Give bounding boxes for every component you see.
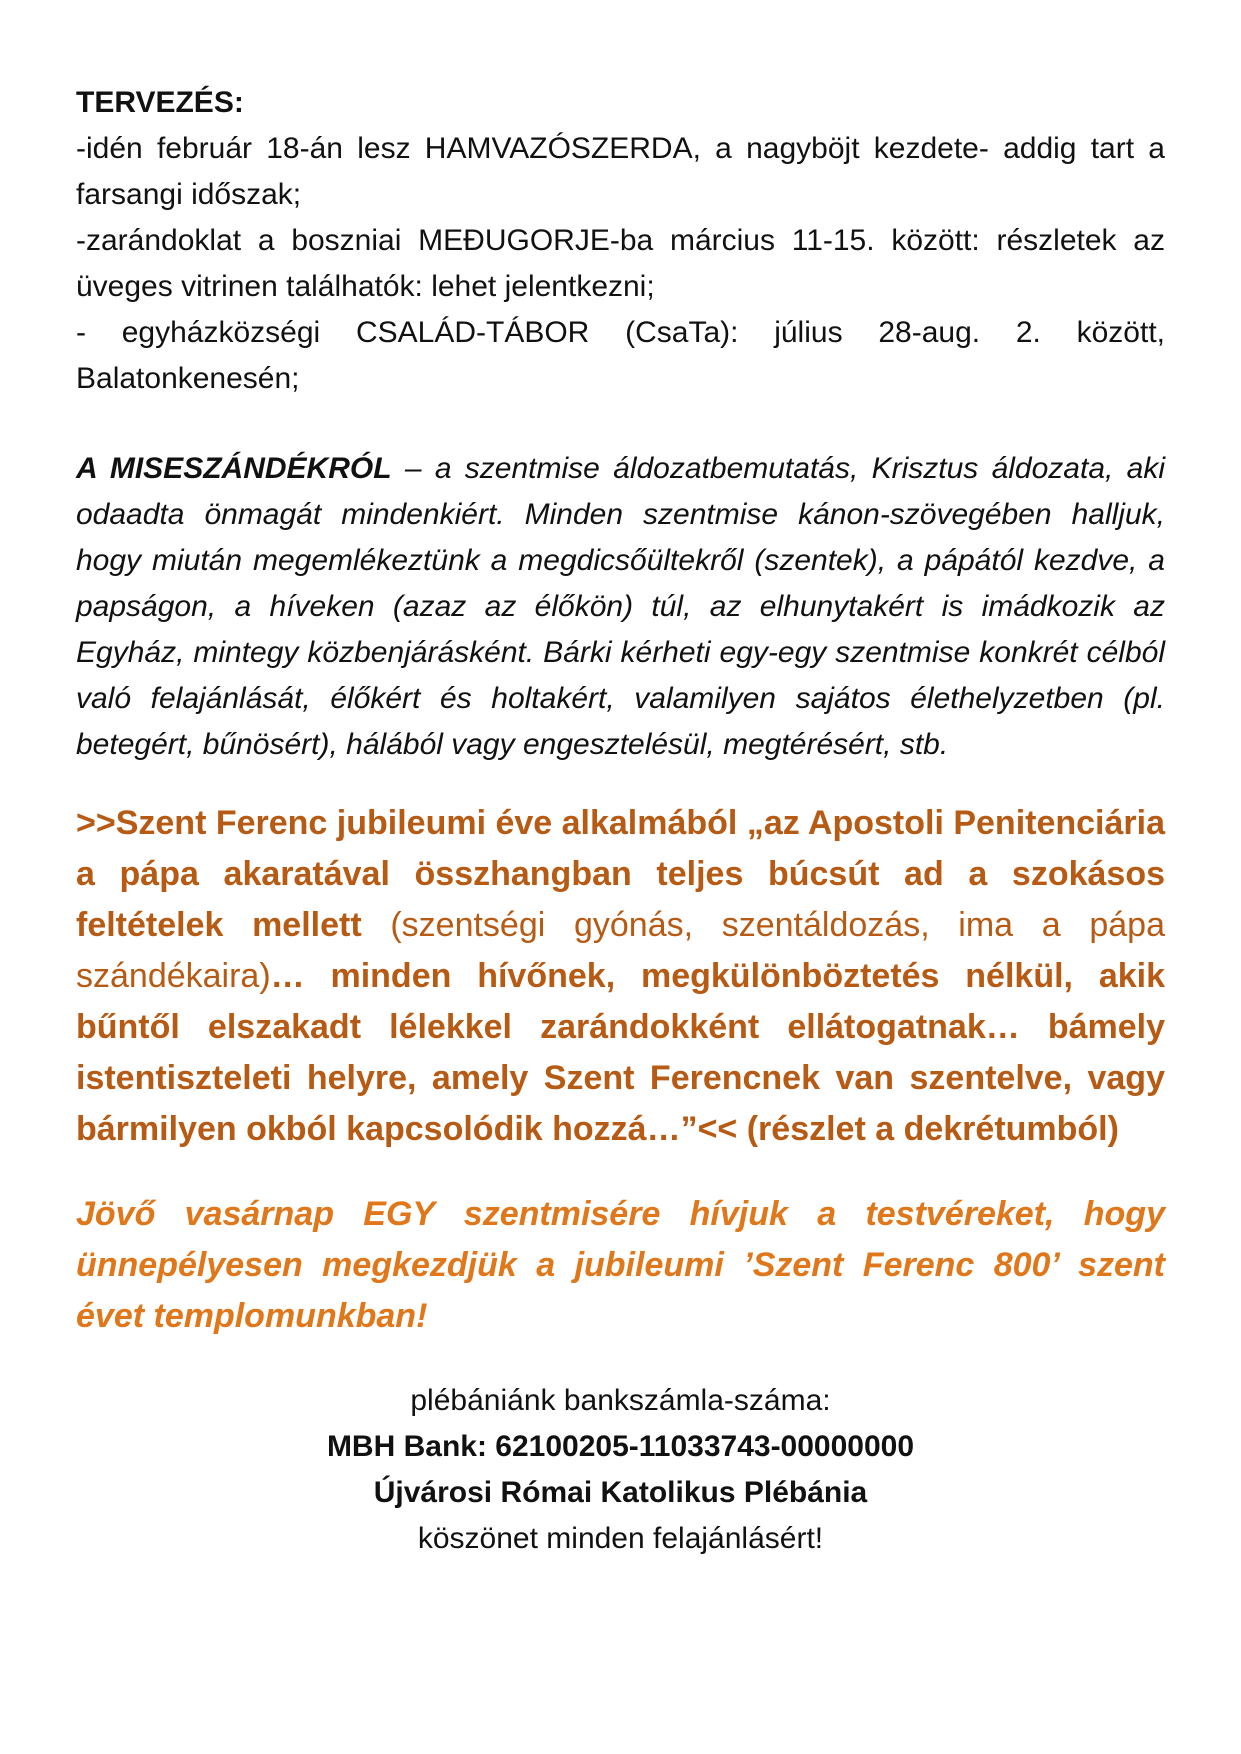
sunday-invitation: Jövő vasárnap EGY szentmisére hívjuk a testvéreket, hogy ünnepélyesen megkezdjük a jubileumi ’Szent Ferenc 800’ szent évet templomunkban! [76, 1195, 1165, 1335]
thanks-line: köszönet minden felajánlásért! [417, 1522, 824, 1555]
jubilee-text-conditions: (szentségi gyónás, szentáldozás, ima a pápa szándékaira) [76, 906, 1165, 995]
planning-item-family-camp: - egyházközségi CSALÁD-TÁBOR (CsaTa): július 28-aug. 2. között, Balatonkenesén; [76, 316, 1165, 395]
bank-details [76, 1378, 1165, 1562]
jubilee-indulgence-paragraph [76, 798, 1165, 1155]
jubilee-text-part3: … minden hívőnek, megkülönböztetés nélkül, akik bűntől elszakadt lélekkel zarándokként ellátogatnak… bámely istentiszteleti helyre, amely Szent Ferencnek van szentelve, vagy bármilyen okból kapcsolódik hozzá…”<< (részlet a dekrétumból) [76, 957, 1165, 1148]
mass-intentions-paragraph [76, 446, 1165, 768]
planning-item-pilgrimage: -zarándoklat a boszniai MEĐUGORJE-ba március 11-15. között: részletek az üveges vitrinen találhatók: lehet jelentkezni; [76, 224, 1165, 303]
bulletin-page [76, 80, 1165, 1562]
jubilee-text-part1: >>Szent Ferenc jubileumi éve alkalmából „az Apostoli Penitenciária a pápa akaratával összhangban teljes búcsút ad a szokásos feltételek mellett [76, 804, 1165, 944]
account-holder: Újvárosi Római Katolikus Plébánia [373, 1476, 868, 1509]
mass-intentions-text: – a szentmise áldozatbemutatás, Krisztus áldozata, aki odaadta önmagát mindenkiért. Minden szentmise kánon-szövegében halljuk, hogy miután megemlékeztünk a megdicsőültekről (szentek), a pápától kezdve, a papságon, a híveken (azaz az élőkön) túl, az elhunytakért is imádkozik az Egyház, mintegy közbenjárásként. Bárki kérheti egy-egy szentmise konkrét célból való felajánlását, élőkért és holtakért, valamilyen sajátos élethelyzetben (pl. betegért, bűnösért), hálából vagy engesztelésül, megtérésért, stb. [76, 452, 1165, 761]
bank-account-number: MBH Bank: 62100205-11033743-00000000 [326, 1430, 915, 1463]
planning-item-ash-wednesday: -idén február 18-án lesz HAMVAZÓSZERDA, a nagyböjt kezdete- addig tart a farsangi időszak; [76, 132, 1165, 211]
mass-intentions-heading: A MISESZÁNDÉKRÓL [76, 452, 392, 485]
planning-section [76, 80, 1165, 402]
bank-label: plébániánk bankszámla-száma: [410, 1384, 831, 1417]
planning-heading: TERVEZÉS: [76, 86, 244, 119]
